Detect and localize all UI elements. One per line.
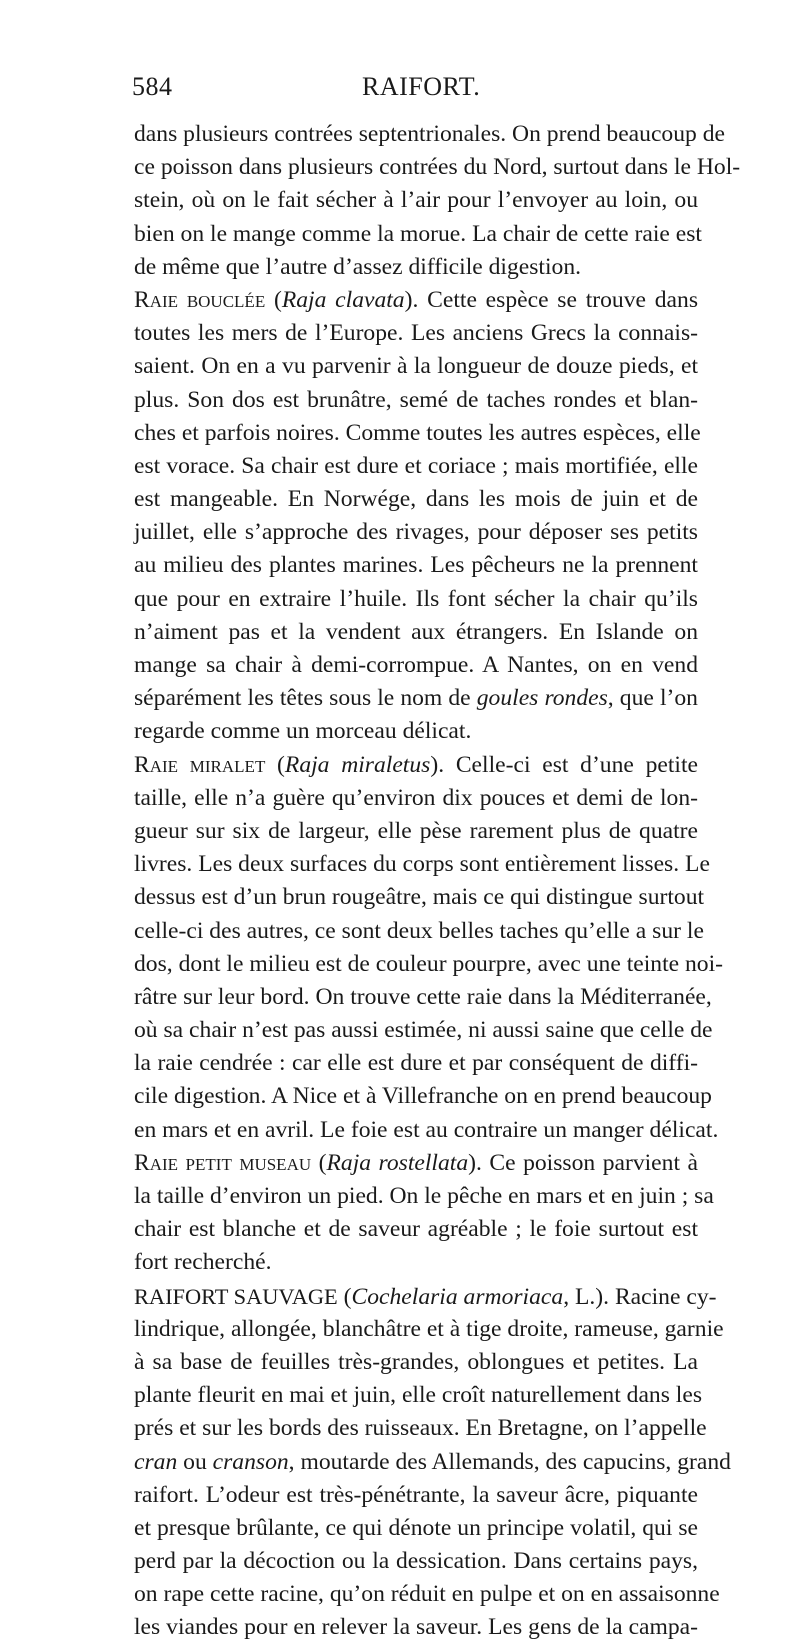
text-line bbox=[134, 1379, 703, 1412]
text-run: raifort. L’odeur est très-pénétrante, la saveur âcre, piquante bbox=[134, 1481, 698, 1508]
text-line bbox=[134, 1545, 698, 1578]
text-run: gueur sur six de largeur, elle pèse rarement plus de quatre bbox=[134, 817, 698, 844]
text-run: mange sa chair à demi-corrompue. A Nantes, on en vend bbox=[134, 652, 698, 678]
text-run: chair est blanche et de saveur agréable ; le foie surtout est bbox=[134, 1216, 698, 1243]
text-run: la taille d’environ un pied. On le pêche en mars et en juin ; sa bbox=[134, 1183, 714, 1209]
text-line bbox=[134, 483, 698, 516]
text-line bbox=[134, 184, 698, 217]
running-title: RAIFORT. bbox=[362, 72, 481, 101]
text-line bbox=[134, 1280, 717, 1313]
text-run: regarde comme un morceau délicat. bbox=[134, 718, 472, 745]
italic-text: cranson bbox=[212, 1448, 289, 1475]
text-line bbox=[134, 1080, 712, 1113]
text-line bbox=[134, 1180, 714, 1213]
text-run: plus. Son dos est brunâtre, semé de taches rondes et blan- bbox=[134, 386, 698, 413]
text-run: et presque brûlante, ce qui dénote un principe volatil, qui se bbox=[134, 1514, 698, 1541]
text-run: n’aiment pas et la vendent aux étrangers. En Islande on bbox=[134, 618, 698, 645]
text-run: que pour en extraire l’huile. Ils font sécher la chair qu’ils bbox=[134, 585, 698, 612]
text-line bbox=[134, 1014, 713, 1047]
text-run: séparément les têtes sous le nom de bbox=[134, 685, 477, 712]
text-line bbox=[134, 583, 698, 616]
text-line bbox=[134, 616, 698, 649]
text-run: prés et sur les bords des ruisseaux. En Bretagne, on l’appelle bbox=[134, 1415, 707, 1442]
text-run: toutes les mers de l’Europe. Les anciens Grecs la connais- bbox=[134, 320, 698, 347]
text-line bbox=[134, 516, 698, 549]
text-run: est mangeable. En Norwége, dans les mois de juin et de bbox=[134, 486, 698, 513]
text-line bbox=[134, 848, 710, 881]
text-run: ce poisson dans plusieurs contrées du Nord, surtout dans le Hol- bbox=[134, 154, 741, 181]
page-header bbox=[132, 72, 692, 112]
text-run: ches et parfois noires. Comme toutes les autres espèces, elle bbox=[134, 419, 701, 446]
text-line bbox=[134, 815, 698, 848]
text-run: la raie cendrée : car elle est dure et par conséquent de diffi- bbox=[134, 1050, 698, 1077]
text-line bbox=[134, 450, 698, 483]
text-run: stein, où on le fait sécher à l’air pour l’envoyer au loin, ou bbox=[134, 187, 698, 214]
entry-heading: Raie miralet bbox=[134, 751, 266, 778]
text-line bbox=[134, 350, 698, 383]
text-run: fort recherché. bbox=[134, 1249, 272, 1276]
text-line bbox=[134, 251, 698, 284]
text-run: râtre sur leur bord. On trouve cette raie dans la Méditerranée, bbox=[134, 983, 712, 1010]
text-run: cile digestion. A Nice et à Villefranche on en prend beaucoup bbox=[134, 1083, 712, 1110]
text-run: à sa base de feuilles très-grandes, oblongues et petites. La bbox=[134, 1348, 698, 1375]
text-run: ( bbox=[265, 751, 285, 778]
text-run: est vorace. Sa chair est dure et coriace ; mais mortifiée, elle bbox=[134, 452, 698, 479]
text-run: , L.). Racine cy- bbox=[563, 1283, 717, 1310]
text-line bbox=[134, 1246, 698, 1279]
text-run: où sa chair n’est pas aussi estimée, ni aussi saine que celle de bbox=[134, 1017, 713, 1044]
text-run: dessus est d’un brun rougeâtre, mais ce qui distingue surtout bbox=[134, 884, 705, 911]
text-line bbox=[134, 218, 702, 251]
text-line bbox=[134, 317, 698, 350]
italic-text: cran bbox=[134, 1448, 178, 1475]
text-line bbox=[134, 417, 701, 450]
text-run: dos, dont le milieu est de couleur pourpre, avec une teinte noi- bbox=[134, 950, 724, 977]
text-line bbox=[134, 1346, 698, 1379]
text-line bbox=[134, 384, 698, 417]
entry-heading: Raie bouclée bbox=[134, 286, 266, 313]
text-line bbox=[134, 1446, 731, 1479]
text-line bbox=[134, 1047, 698, 1080]
text-line bbox=[134, 1313, 724, 1346]
text-line bbox=[134, 1213, 698, 1246]
text-line bbox=[134, 284, 698, 317]
text-run: les viandes pour en relever la saveur. Les gens de la campa- bbox=[134, 1614, 698, 1641]
text-line bbox=[134, 682, 698, 715]
text-run: ). Celle-ci est d’une petite bbox=[430, 751, 698, 778]
italic-text: Raja rostellata bbox=[326, 1149, 469, 1176]
text-run: bien on le mange comme la morue. La chair de cette raie est bbox=[134, 220, 702, 247]
text-line bbox=[134, 1412, 707, 1445]
text-run: ( bbox=[311, 1149, 327, 1176]
entry-heading: Raie petit museau bbox=[134, 1149, 312, 1176]
text-line bbox=[134, 749, 698, 782]
text-line bbox=[134, 1578, 720, 1611]
text-run: , que l’on bbox=[607, 685, 698, 712]
text-run: ). Ce poisson parvient à bbox=[468, 1149, 698, 1176]
text-run: juillet, elle s’approche des rivages, pour déposer ses petits bbox=[134, 519, 698, 546]
text-line bbox=[134, 981, 712, 1014]
body-text bbox=[134, 118, 741, 1645]
text-run: livres. Les deux surfaces du corps sont entièrement lisses. Le bbox=[134, 851, 710, 878]
text-run: ou bbox=[177, 1448, 213, 1475]
text-run: , moutarde des Allemands, des capucins, grand bbox=[288, 1448, 731, 1475]
text-line bbox=[134, 915, 704, 948]
text-run: plante fleurit en mai et juin, elle croît naturellement dans les bbox=[134, 1382, 703, 1409]
text-run: on rape cette racine, qu’on réduit en pulpe et on en assaisonne bbox=[134, 1581, 720, 1608]
text-line bbox=[134, 1479, 698, 1512]
text-run: saient. On en a vu parvenir à la longueur de douze pieds, et bbox=[134, 353, 698, 380]
italic-text: Raja miraletus bbox=[284, 751, 431, 778]
italic-text: Cochelaria armoriaca bbox=[351, 1283, 564, 1310]
text-line bbox=[134, 1147, 698, 1180]
italic-text: Raja clavata bbox=[281, 286, 405, 313]
text-run: perd par la décoction ou la dessication. Dans certains pays, bbox=[134, 1548, 698, 1575]
text-line bbox=[134, 1114, 719, 1147]
text-run: de même que l’autre d’assez difficile digestion. bbox=[134, 253, 582, 280]
text-line bbox=[134, 1611, 698, 1644]
text-run: ( bbox=[337, 1283, 352, 1310]
text-line bbox=[134, 151, 741, 184]
text-run: au milieu des plantes marines. Les pêcheurs ne la prennent bbox=[134, 552, 698, 579]
italic-text: goules rondes bbox=[476, 685, 608, 712]
page-number: 584 bbox=[132, 72, 173, 101]
text-line bbox=[134, 881, 705, 914]
text-run: ). Cette espèce se trouve dans bbox=[404, 286, 698, 313]
text-line bbox=[134, 649, 698, 682]
text-line bbox=[134, 782, 698, 815]
text-line bbox=[134, 549, 698, 582]
text-line bbox=[134, 1512, 698, 1545]
text-line bbox=[134, 948, 724, 981]
text-run: en mars et en avril. Le foie est au contraire un manger délicat. bbox=[134, 1116, 719, 1143]
text-run: lindrique, allongée, blanchâtre et à tige droite, rameuse, garnie bbox=[134, 1315, 724, 1342]
text-line bbox=[134, 118, 725, 151]
text-run: dans plusieurs contrées septentrionales. On prend beaucoup de bbox=[134, 121, 725, 147]
text-line bbox=[134, 715, 698, 748]
entry-heading: RAIFORT SAUVAGE bbox=[134, 1283, 338, 1309]
text-run: ( bbox=[265, 286, 282, 313]
text-run: celle-ci des autres, ce sont deux belles taches qu’elle a sur le bbox=[134, 917, 704, 944]
text-run: taille, elle n’a guère qu’environ dix pouces et demi de lon- bbox=[134, 784, 698, 811]
